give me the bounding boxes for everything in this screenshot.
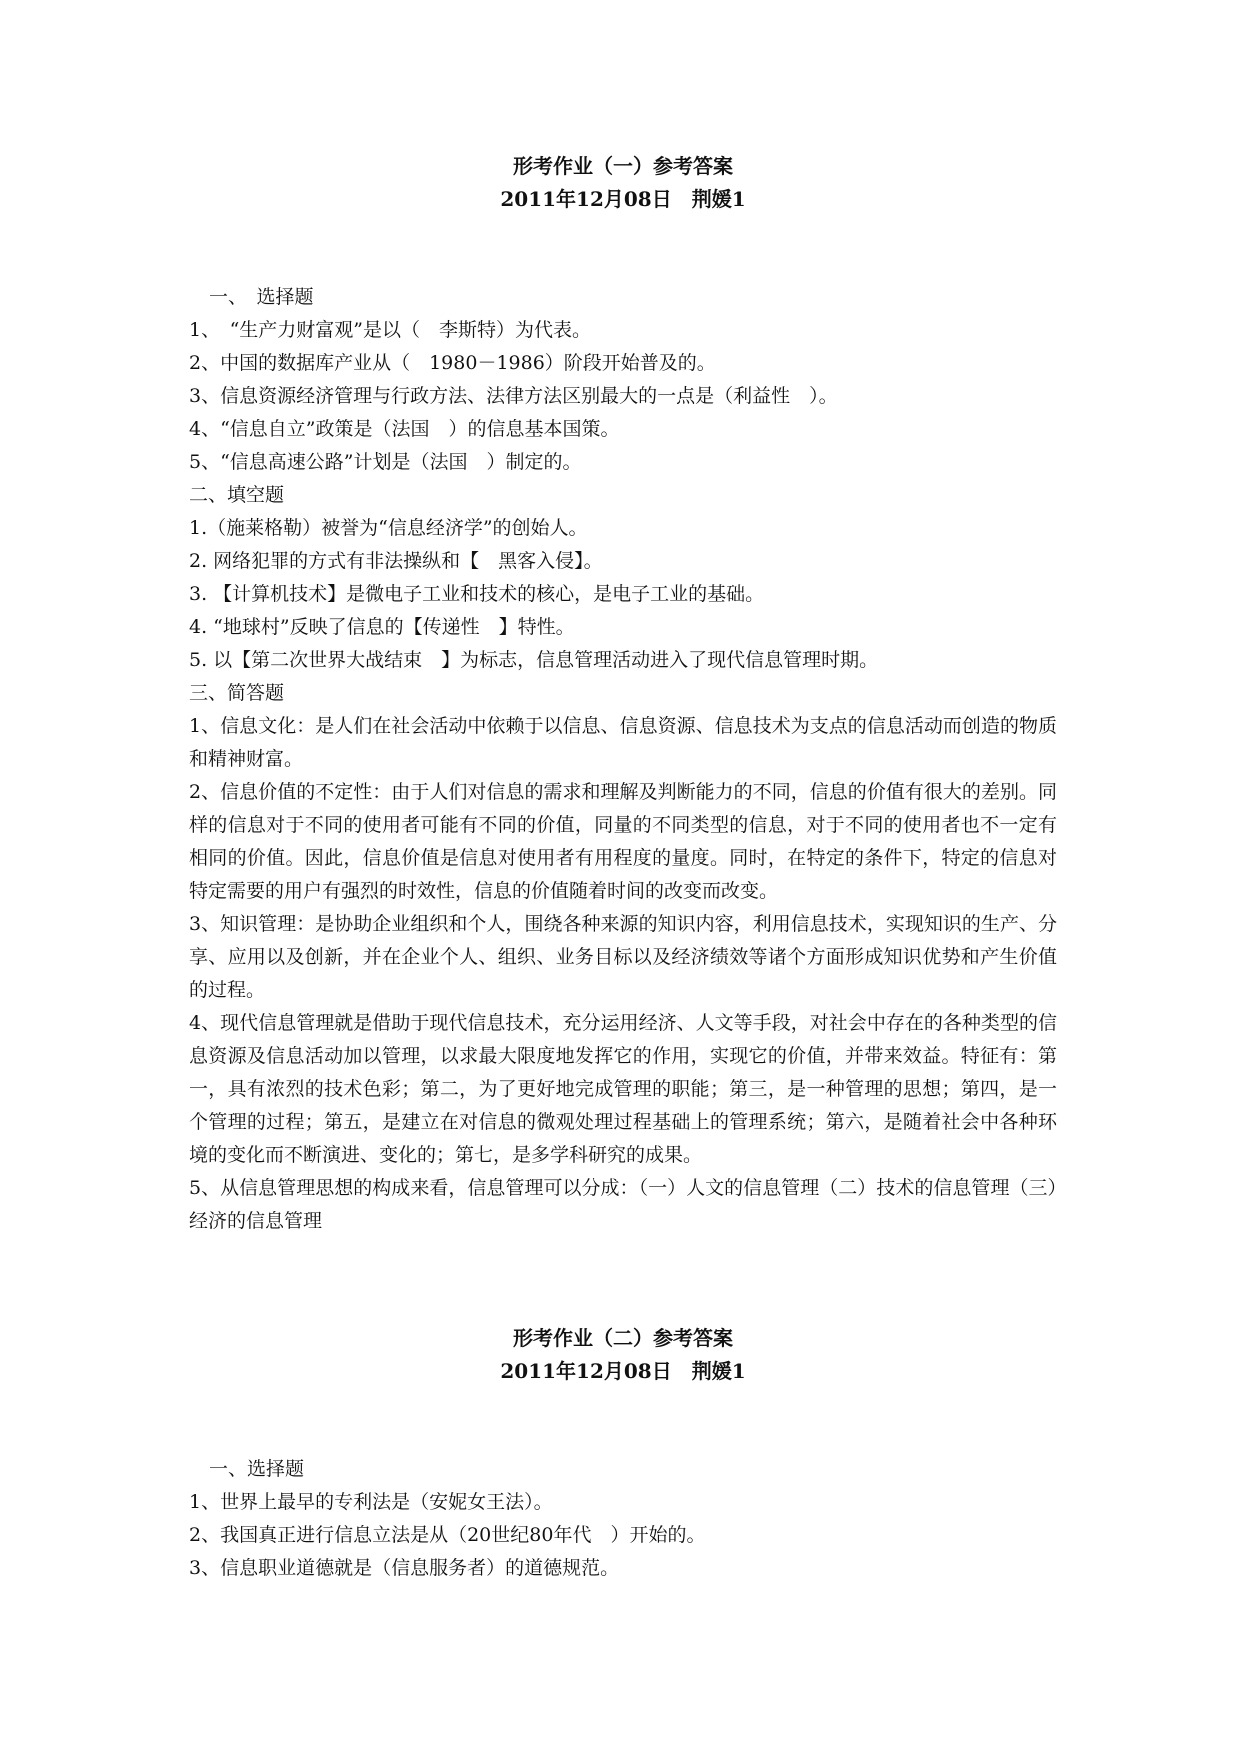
list-item: 4、现代信息管理就是借助于现代信息技术，充分运用经济、人文等手段，对社会中存在的各种类型的信息资源及信息活动加以管理，以求最大限度地发挥它的作用，实现它的价值，并带来效益。特征有：第一，具有浓烈的技术色彩；第二，为了更好地完成管理的职能；第三，是一种管理的思想；第四，是一个管理的过程；第五，是建立在对信息的微观处理过程基础上的管理系统；第六，是随着社会中各种环境的变化而不断演进、变化的；第七，是多学科研究的成果。 <box>189 1012 1057 1166</box>
section1-part2-heading: 二、填空题 <box>189 484 285 506</box>
list-item: 4、“信息自立”政策是（法国 ）的信息基本国策。 <box>189 418 620 440</box>
section2-body <box>189 1453 1057 1585</box>
list-item: 1.（施莱格勒）被誉为“信息经济学”的创始人。 <box>189 517 588 539</box>
list-item: 1、信息文化：是人们在社会活动中依赖于以信息、信息资源、信息技术为支点的信息活动而创造的物质和精神财富。 <box>189 715 1057 770</box>
list-item: 2、我国真正进行信息立法是从（20世纪80年代 ）开始的。 <box>189 1524 706 1546</box>
section1-title: 形考作业（一）参考答案 <box>513 154 733 178</box>
section2-part1-heading: 一、选择题 <box>209 1458 305 1480</box>
section2-header <box>189 1322 1057 1388</box>
list-item: 5、“信息高速公路”计划是（法国 ）制定的。 <box>189 451 582 473</box>
list-item: 1、 “生产力财富观”是以（ 李斯特）为代表。 <box>189 319 592 341</box>
section2-title: 形考作业（二）参考答案 <box>513 1326 733 1350</box>
list-item: 3、知识管理：是协助企业组织和个人，围绕各种来源的知识内容，利用信息技术，实现知识的生产、分享、应用以及创新，并在企业个人、组织、业务目标以及经济绩效等诸个方面形成知识优势和产生价值的过程。 <box>189 913 1057 1001</box>
section1-part3-heading: 三、简答题 <box>189 682 285 704</box>
list-item: 3. 【计算机技术】是微电子工业和技术的核心，是电子工业的基础。 <box>189 583 765 605</box>
section2-date: 2011年12月08日 荆媛1 <box>500 1359 746 1383</box>
section1-body <box>189 281 1057 1238</box>
section1-date: 2011年12月08日 荆媛1 <box>500 187 746 211</box>
list-item: 3、信息资源经济管理与行政方法、法律方法区别最大的一点是（利益性 ）。 <box>189 385 838 407</box>
list-item: 5. 以【第二次世界大战结束 】为标志，信息管理活动进入了现代信息管理时期。 <box>189 649 879 671</box>
list-item: 1、世界上最早的专利法是（安妮女王法）。 <box>189 1491 553 1513</box>
list-item: 4. “地球村”反映了信息的【传递性 】特性。 <box>189 616 575 638</box>
list-item: 5、从信息管理思想的构成来看，信息管理可以分成：（一）人文的信息管理（二）技术的信息管理（三）经济的信息管理 <box>189 1177 1057 1232</box>
list-item: 2. 网络犯罪的方式有非法操纵和【 黑客入侵】。 <box>189 550 603 572</box>
section1-part1-heading: 一、 选择题 <box>209 286 314 308</box>
list-item: 3、信息职业道德就是（信息服务者）的道德规范。 <box>189 1557 620 1579</box>
list-item: 2、中国的数据库产业从（ 1980－1986）阶段开始普及的。 <box>189 352 716 374</box>
list-item: 2、信息价值的不定性：由于人们对信息的需求和理解及判断能力的不同，信息的价值有很大的差别。同样的信息对于不同的使用者可能有不同的价值，同量的不同类型的信息，对于不同的使用者也不一定有相同的价值。因此，信息价值是信息对使用者有用程度的量度。同时，在特定的条件下，特定的信息对特定需要的用户有强烈的时效性，信息的价值随着时间的改变而改变。 <box>189 781 1057 902</box>
section1-header <box>189 150 1057 216</box>
